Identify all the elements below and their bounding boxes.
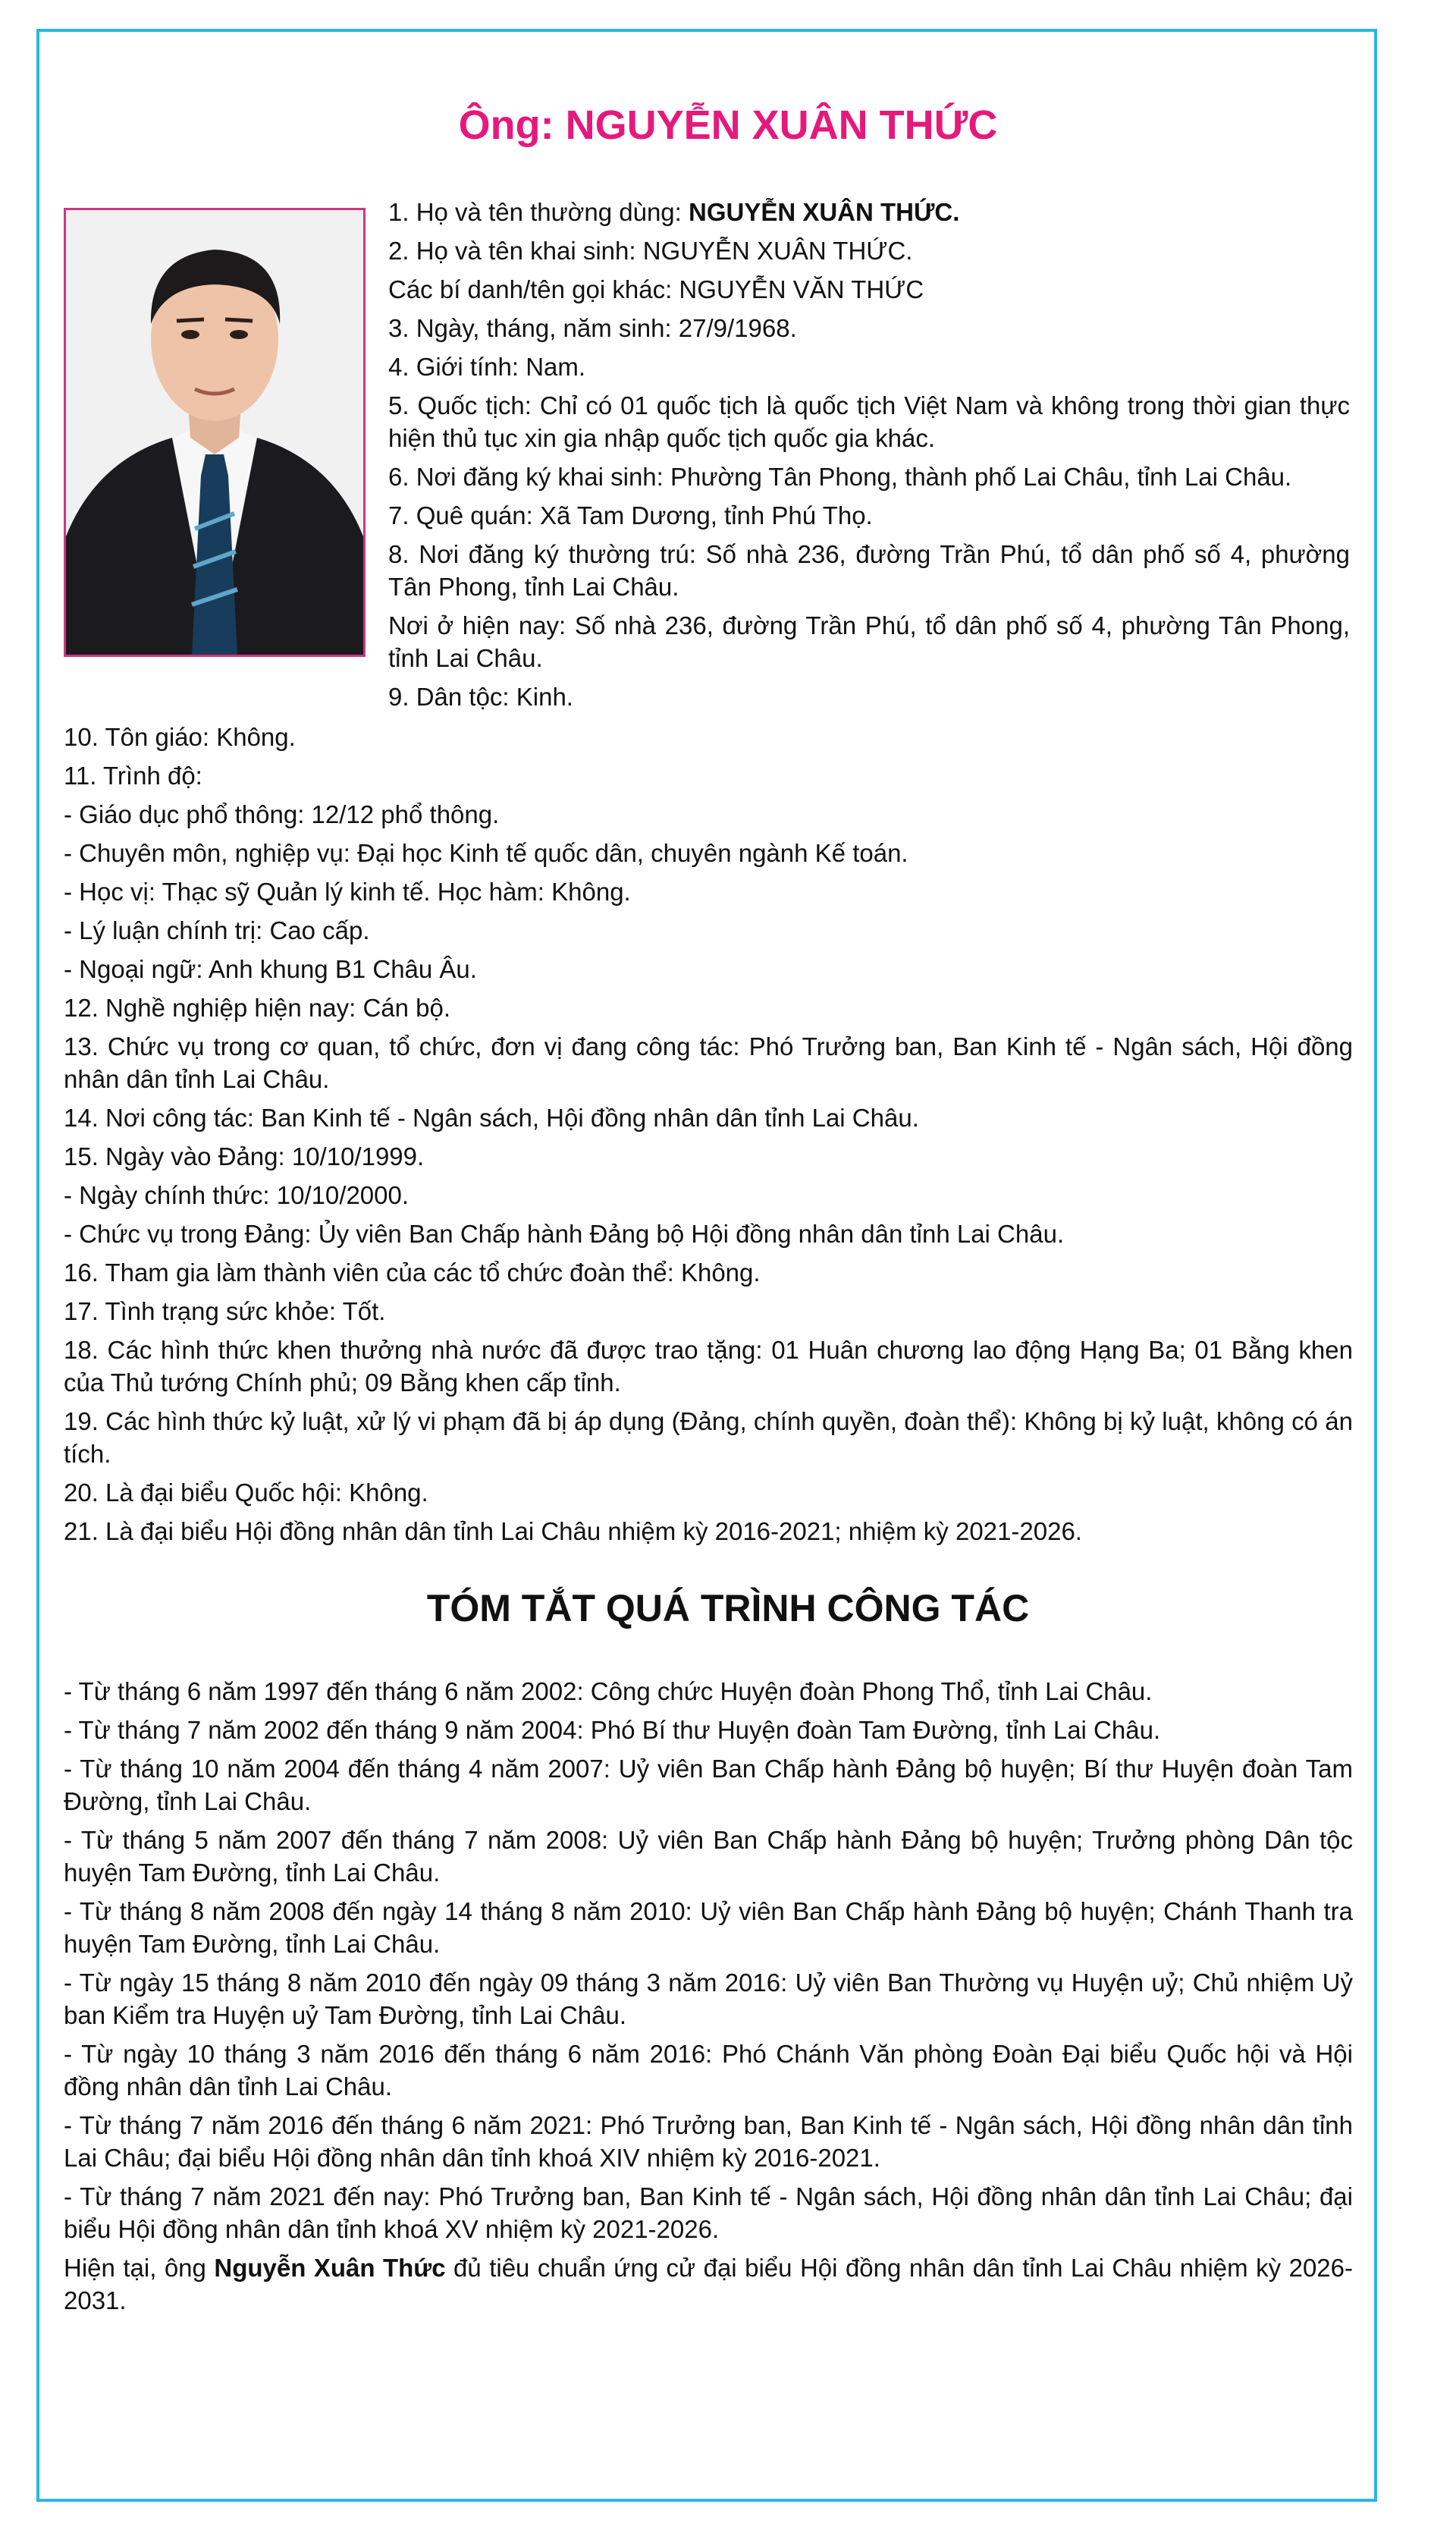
portrait-photo bbox=[64, 208, 366, 657]
profile-item: 10. Tôn giáo: Không. bbox=[64, 723, 296, 751]
profile-item: 21. Là đại biểu Hội đồng nhân dân tỉnh Lai Châu nhiệm kỳ 2016-2021; nhiệm kỳ 2021-2026. bbox=[64, 1517, 1082, 1545]
career-item: - Từ tháng 8 năm 2008 đến ngày 14 tháng 8 năm 2010: Uỷ viên Ban Chấp hành Đảng bộ huyện; Chánh Thanh tra huyện Tam Đường, tỉnh Lai Châu. bbox=[64, 1897, 1353, 1958]
career-item: - Từ tháng 6 năm 1997 đến tháng 6 năm 2002: Công chức Huyện đoàn Phong Thổ, tỉnh Lai Châu. bbox=[64, 1677, 1153, 1705]
profile-item: 17. Tình trạng sức khỏe: Tốt. bbox=[64, 1297, 386, 1325]
profile-item: - Giáo dục phổ thông: 12/12 phổ thông. bbox=[64, 800, 500, 828]
profile-item: 8. Nơi đăng ký thường trú: Số nhà 236, đường Trần Phú, tổ dân phố số 4, phường Tân Phong, tỉnh Lai Châu. bbox=[388, 540, 1350, 601]
profile-item: 19. Các hình thức kỷ luật, xử lý vi phạm đã bị áp dụng (Đảng, chính quyền, đoàn thể): Không bị kỷ luật, không có án tích. bbox=[64, 1407, 1353, 1468]
profile-item: 2. Họ và tên khai sinh: NGUYỄN XUÂN THỨC. bbox=[388, 237, 913, 265]
profile-item: - Chức vụ trong Đảng: Ủy viên Ban Chấp hành Đảng bộ Hội đồng nhân dân tỉnh Lai Châu. bbox=[64, 1220, 1065, 1248]
item-text: 1. Họ và tên thường dùng: bbox=[388, 198, 689, 226]
career-item: - Từ tháng 7 năm 2002 đến tháng 9 năm 2004: Phó Bí thư Huyện đoàn Tam Đường, tỉnh Lai Châu. bbox=[64, 1716, 1161, 1744]
profile-full-list bbox=[64, 721, 1353, 1554]
conclusion-text: Hiện tại, ông bbox=[64, 2254, 215, 2282]
profile-item: - Lý luận chính trị: Cao cấp. bbox=[64, 916, 370, 944]
page-title: Ông: NGUYỄN XUÂN THỨC bbox=[458, 102, 998, 148]
profile-item: 14. Nơi công tác: Ban Kinh tế - Ngân sách, Hội đồng nhân dân tỉnh Lai Châu. bbox=[64, 1104, 919, 1132]
profile-top-list bbox=[388, 196, 1350, 719]
career-section-title: TÓM TẮT QUÁ TRÌNH CÔNG TÁC bbox=[426, 1587, 1030, 1629]
profile-item: 5. Quốc tịch: Chỉ có 01 quốc tịch là quốc tịch Việt Nam và không trong thời gian thực hiện thủ tục xin gia nhập quốc tịch quốc gia khác. bbox=[388, 391, 1350, 452]
career-item: - Từ tháng 7 năm 2016 đến tháng 6 năm 2021: Phó Trưởng ban, Ban Kinh tế - Ngân sách, Hội đồng nhân dân tỉnh Lai Châu; đại biểu Hội đồng nhân dân tỉnh khoá XIV nhiệm kỳ 2016-2021. bbox=[64, 2111, 1353, 2172]
career-item: - Từ tháng 5 năm 2007 đến tháng 7 năm 2008: Uỷ viên Ban Chấp hành Đảng bộ huyện; Trưởng phòng Dân tộc huyện Tam Đường, tỉnh Lai Châu. bbox=[64, 1826, 1353, 1887]
profile-item: Nơi ở hiện nay: Số nhà 236, đường Trần Phú, tổ dân phố số 4, phường Tân Phong, tỉnh Lai Châu. bbox=[388, 611, 1350, 672]
profile-item: 6. Nơi đăng ký khai sinh: Phường Tân Phong, thành phố Lai Châu, tỉnh Lai Châu. bbox=[388, 463, 1292, 491]
profile-item: - Ngày chính thức: 10/10/2000. bbox=[64, 1181, 410, 1209]
profile-item: 4. Giới tính: Nam. bbox=[388, 353, 586, 381]
profile-item: 15. Ngày vào Đảng: 10/10/1999. bbox=[64, 1142, 425, 1170]
profile-item: Các bí danh/tên gọi khác: NGUYỄN VĂN THỨC bbox=[388, 275, 924, 303]
profile-item: - Chuyên môn, nghiệp vụ: Đại học Kinh tế quốc dân, chuyên ngành Kế toán. bbox=[64, 839, 908, 867]
career-item: - Từ ngày 10 tháng 3 năm 2016 đến tháng 6 năm 2016: Phó Chánh Văn phòng Đoàn Đại biểu Quốc hội và Hội đồng nhân dân tỉnh Lai Châu. bbox=[64, 2040, 1353, 2101]
profile-item: 11. Trình độ: bbox=[64, 762, 202, 790]
profile-item: 12. Nghề nghiệp hiện nay: Cán bộ. bbox=[64, 994, 451, 1022]
profile-item: 13. Chức vụ trong cơ quan, tổ chức, đơn vị đang công tác: Phó Trưởng ban, Ban Kinh tế - Ngân sách, Hội đồng nhân dân tỉnh Lai Châu. bbox=[64, 1032, 1353, 1093]
profile-item: 16. Tham gia làm thành viên của các tổ chức đoàn thể: Không. bbox=[64, 1258, 761, 1287]
full-name: NGUYỄN XUÂN THỨC. bbox=[688, 198, 960, 226]
profile-item: 18. Các hình thức khen thưởng nhà nước đã được trao tặng: 01 Huân chương lao động Hạng Ba; 01 Bằng khen của Thủ tướng Chính phủ; 09 Bằng khen cấp tỉnh. bbox=[64, 1336, 1353, 1397]
career-list bbox=[64, 1675, 1353, 2323]
profile-item: 3. Ngày, tháng, năm sinh: 27/9/1968. bbox=[388, 314, 797, 342]
conclusion-text: đủ tiêu chuẩn ứng cử đại biểu Hội đồng nhân dân tỉnh Lai Châu nhiệm kỳ 2026-2031. bbox=[64, 2254, 1353, 2314]
profile-item: 7. Quê quán: Xã Tam Dương, tỉnh Phú Thọ. bbox=[388, 501, 873, 529]
profile-item: 9. Dân tộc: Kinh. bbox=[388, 683, 573, 711]
profile-item: - Ngoại ngữ: Anh khung B1 Châu Âu. bbox=[64, 955, 477, 983]
career-item: - Từ ngày 15 tháng 8 năm 2010 đến ngày 09 tháng 3 năm 2016: Uỷ viên Ban Thường vụ Huyện uỷ; Chủ nhiệm Uỷ ban Kiểm tra Huyện uỷ Tam Đường, tỉnh Lai Châu. bbox=[64, 1969, 1353, 2029]
portrait-icon bbox=[66, 210, 363, 655]
career-item: - Từ tháng 7 năm 2021 đến nay: Phó Trưởng ban, Ban Kinh tế - Ngân sách, Hội đồng nhân dân tỉnh Lai Châu; đại biểu Hội đồng nhân dân tỉnh khoá XV nhiệm kỳ 2021-2026. bbox=[64, 2182, 1353, 2243]
candidate-name: Nguyễn Xuân Thức bbox=[214, 2254, 446, 2282]
profile-item: 20. Là đại biểu Quốc hội: Không. bbox=[64, 1478, 428, 1507]
profile-item: - Học vị: Thạc sỹ Quản lý kinh tế. Học hàm: Không. bbox=[64, 878, 631, 906]
profile-item bbox=[388, 196, 1350, 228]
conclusion-paragraph bbox=[64, 2251, 1353, 2317]
career-item: - Từ tháng 10 năm 2004 đến tháng 4 năm 2007: Uỷ viên Ban Chấp hành Đảng bộ huyện; Bí thư Huyện đoàn Tam Đường, tỉnh Lai Châu. bbox=[64, 1755, 1353, 1815]
